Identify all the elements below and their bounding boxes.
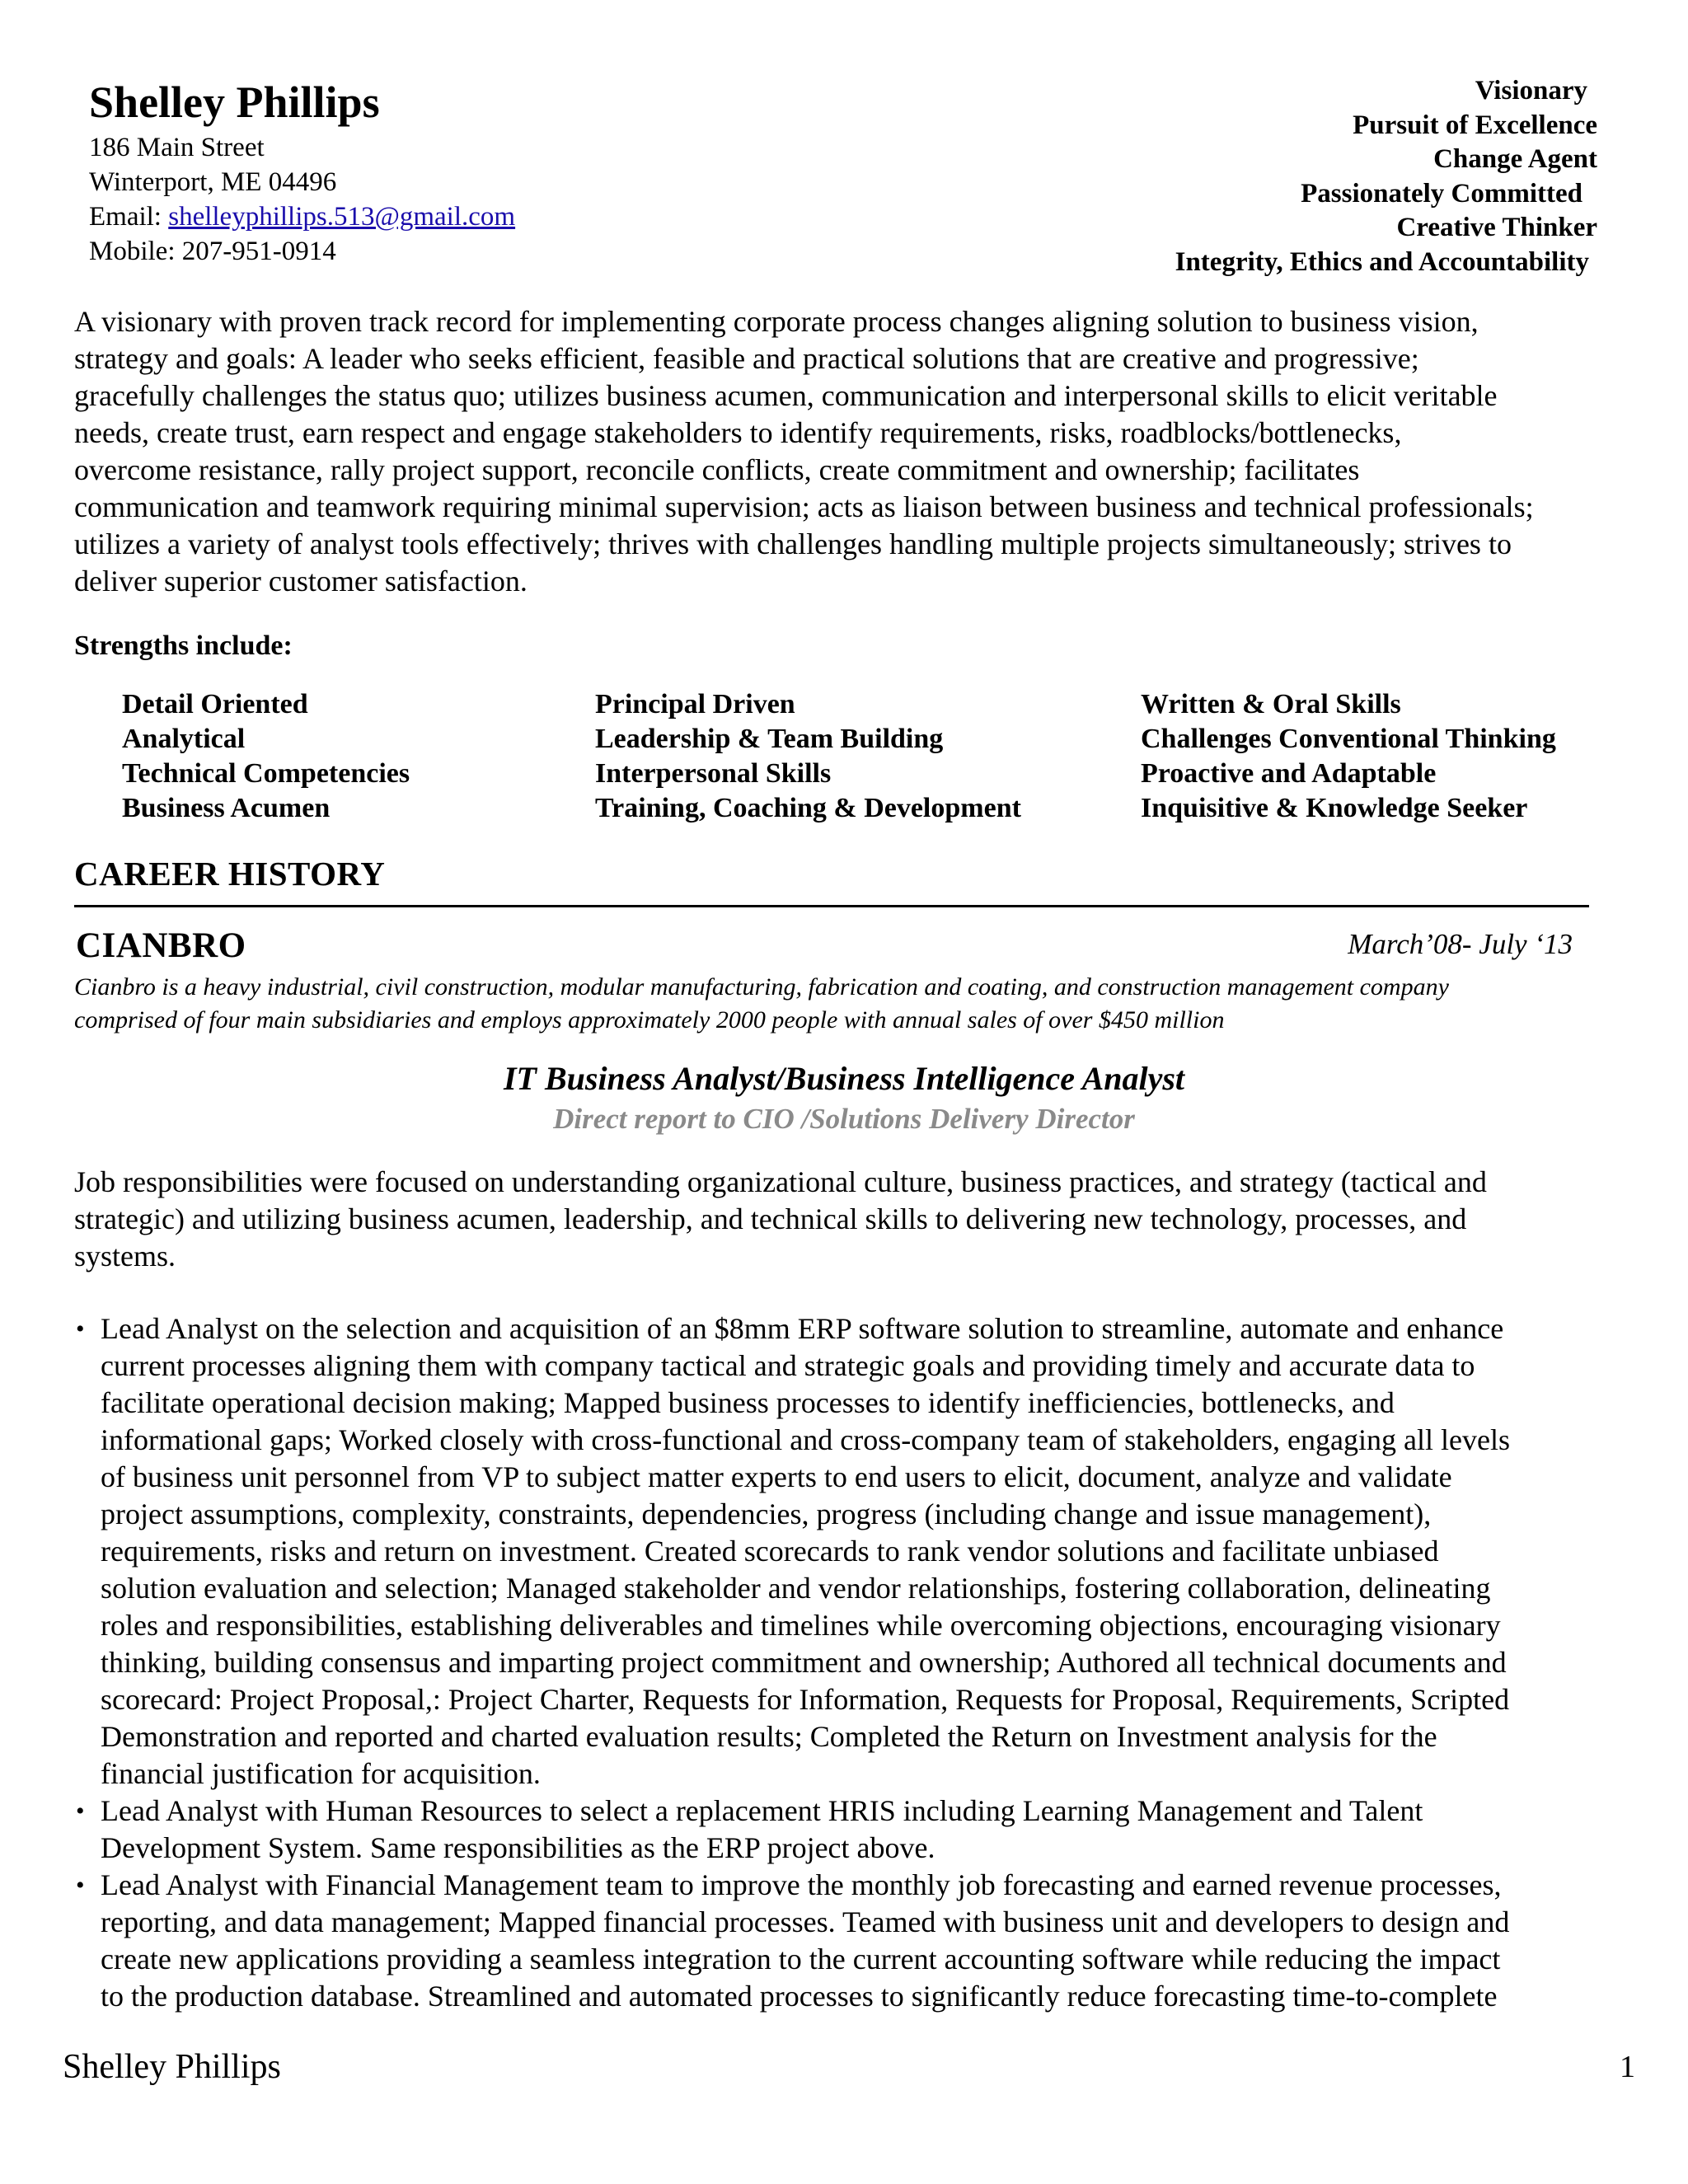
responsibility-line: current processes aligning them with company tactical and strategic goals and providing timely and accurate data to	[101, 1349, 1475, 1382]
strength-item: Detail Oriented	[122, 689, 308, 719]
responsibility-line: of business unit personnel from VP to subject matter experts to end users to elicit, document, analyze and validate	[101, 1460, 1452, 1493]
reporting-line: Direct report to CIO /Solutions Delivery Director	[553, 1103, 1135, 1135]
core-value: Visionary	[1475, 76, 1587, 105]
company-description-line: comprised of four main subsidiaries and employs approximately 2000 people with annual sales of over $450 million	[74, 1006, 1225, 1033]
responsibility-line: thinking, building consensus and imparting project commitment and ownership; Authored all technical documents and	[101, 1646, 1507, 1679]
job-overview-line: systems.	[74, 1240, 176, 1272]
responsibility-line: Development System. Same responsibilities as the ERP project above.	[101, 1831, 935, 1864]
email-link[interactable]: shelleyphillips.513@gmail.com	[168, 202, 516, 232]
strength-item: Business Acumen	[122, 793, 331, 823]
strengths-column-2	[595, 687, 1021, 826]
strength-item: Analytical	[122, 724, 246, 754]
bullet-icon: •	[76, 1797, 85, 1825]
responsibility-list	[74, 1310, 1657, 2015]
bullet-icon: •	[76, 1872, 85, 1899]
job-overview-line: Job responsibilities were focused on understanding organizational culture, business practices, and strategy (tactical and	[74, 1165, 1487, 1198]
job-title: IT Business Analyst/Business Intelligence Analyst	[503, 1060, 1185, 1097]
strengths-grid	[0, 687, 1688, 827]
responsibility-line: requirements, risks and return on investment. Created scorecards to rank vendor solutions and facilitate unbiased	[101, 1535, 1439, 1568]
strength-item: Leadership & Team Building	[595, 724, 944, 754]
address-line-2: Winterport, ME 04496	[89, 167, 337, 197]
responsibility-line: financial justification for acquisition.	[101, 1757, 541, 1790]
candidate-name: Shelley Phillips	[89, 77, 380, 127]
summary-line: communication and teamwork requiring minimal supervision; acts as liaison between business and technical professionals;	[74, 490, 1534, 523]
strength-item: Principal Driven	[595, 689, 795, 719]
core-values-list	[1175, 74, 1597, 279]
address-line-1: 186 Main Street	[89, 133, 265, 162]
responsibility-line: to the production database. Streamlined and automated processes to significantly reduce forecasting time-to-complete	[101, 1980, 1498, 2013]
strength-item: Proactive and Adaptable	[1141, 758, 1437, 789]
responsibility-item	[74, 1867, 1657, 2015]
responsibility-line: scorecard: Project Proposal,: Project Charter, Requests for Information, Requests for Proposal, Requirements, Scripted	[101, 1683, 1510, 1716]
mobile-line: Mobile: 207-951-0914	[89, 237, 336, 266]
summary-line: deliver superior customer satisfaction.	[74, 565, 528, 598]
core-value: Creative Thinker	[1396, 213, 1597, 242]
section-divider	[74, 905, 1589, 907]
responsibility-line: roles and responsibilities, establishing deliverables and timelines while overcoming objections, encouraging visionary	[101, 1609, 1501, 1642]
company-description-line: Cianbro is a heavy industrial, civil construction, modular manufacturing, fabrication and coating, and construction management company	[74, 973, 1449, 1001]
job-overview-line: strategic) and utilizing business acumen, leadership, and technical skills to delivering new technology, processes, and	[74, 1202, 1467, 1235]
strengths-heading: Strengths include:	[74, 630, 293, 661]
responsibility-line: solution evaluation and selection; Managed stakeholder and vendor relationships, fostering collaboration, delineating	[101, 1572, 1491, 1605]
strengths-column-1	[122, 687, 410, 826]
strength-item: Technical Competencies	[122, 758, 410, 789]
contact-info	[89, 130, 515, 269]
responsibility-line: create new applications providing a seamless integration to the current accounting software while reducing the impact	[101, 1943, 1501, 1975]
responsibility-line: Lead Analyst with Financial Management team to improve the monthly job forecasting and earned revenue processes,	[101, 1868, 1502, 1901]
summary-line: strategy and goals: A leader who seeks efficient, feasible and practical solutions that are creative and progressive;	[74, 342, 1419, 375]
responsibility-item	[74, 1310, 1657, 1793]
strength-item: Challenges Conventional Thinking	[1141, 724, 1556, 754]
company-name: CIANBRO	[76, 926, 246, 965]
professional-summary	[74, 303, 1657, 600]
summary-line: utilizes a variety of analyst tools effectively; thrives with challenges handling multiple projects simultaneously; strives to	[74, 527, 1512, 560]
responsibility-item	[74, 1793, 1657, 1867]
footer-name: Shelley Phillips	[63, 2048, 281, 2086]
bullet-icon: •	[76, 1315, 85, 1343]
email-label: Email:	[89, 202, 169, 232]
core-value: Passionately Committed	[1301, 178, 1582, 209]
strength-item: Training, Coaching & Development	[595, 793, 1021, 823]
summary-line: A visionary with proven track record for implementing corporate process changes aligning solution to business vision,	[74, 305, 1479, 338]
job-overview	[74, 1164, 1487, 1275]
responsibility-line: informational gaps; Worked closely with cross-functional and cross-company team of stakeholders, engaging all levels	[101, 1423, 1510, 1456]
core-value: Integrity, Ethics and Accountability	[1175, 246, 1589, 277]
company-description	[74, 971, 1449, 1037]
employment-dates: March’08- July ‘13	[1348, 928, 1573, 960]
email-line	[89, 199, 515, 234]
responsibility-line: Demonstration and reported and charted evaluation results; Completed the Return on Investment analysis for the	[101, 1720, 1437, 1753]
responsibility-line: project assumptions, complexity, constraints, dependencies, progress (including change and issue management),	[101, 1497, 1432, 1530]
responsibility-line: facilitate operational decision making; Mapped business processes to identify inefficiencies, bottlenecks, and	[101, 1386, 1395, 1419]
core-value: Pursuit of Excellence	[1353, 110, 1597, 140]
career-history-heading: CAREER HISTORY	[74, 855, 386, 893]
responsibility-line: Lead Analyst with Human Resources to select a replacement HRIS including Learning Management and Talent	[101, 1794, 1423, 1827]
strength-item: Written & Oral Skills	[1141, 689, 1401, 719]
strength-item: Inquisitive & Knowledge Seeker	[1141, 793, 1528, 823]
page-number: 1	[1620, 2050, 1635, 2084]
summary-line: needs, create trust, earn respect and engage stakeholders to identify requirements, risks, roadblocks/bottlenecks,	[74, 416, 1402, 449]
summary-line: overcome resistance, rally project support, reconcile conflicts, create commitment and ownership; facilitates	[74, 453, 1360, 486]
summary-line: gracefully challenges the status quo; utilizes business acumen, communication and interpersonal skills to elicit veritable	[74, 379, 1498, 412]
responsibility-line: reporting, and data management; Mapped financial processes. Teamed with business unit and developers to design and	[101, 1905, 1510, 1938]
core-value: Change Agent	[1433, 144, 1597, 174]
strengths-column-3	[1141, 687, 1556, 826]
strength-item: Interpersonal Skills	[595, 758, 832, 789]
responsibility-line: Lead Analyst on the selection and acquisition of an $8mm ERP software solution to streamline, automate and enhance	[101, 1312, 1504, 1345]
